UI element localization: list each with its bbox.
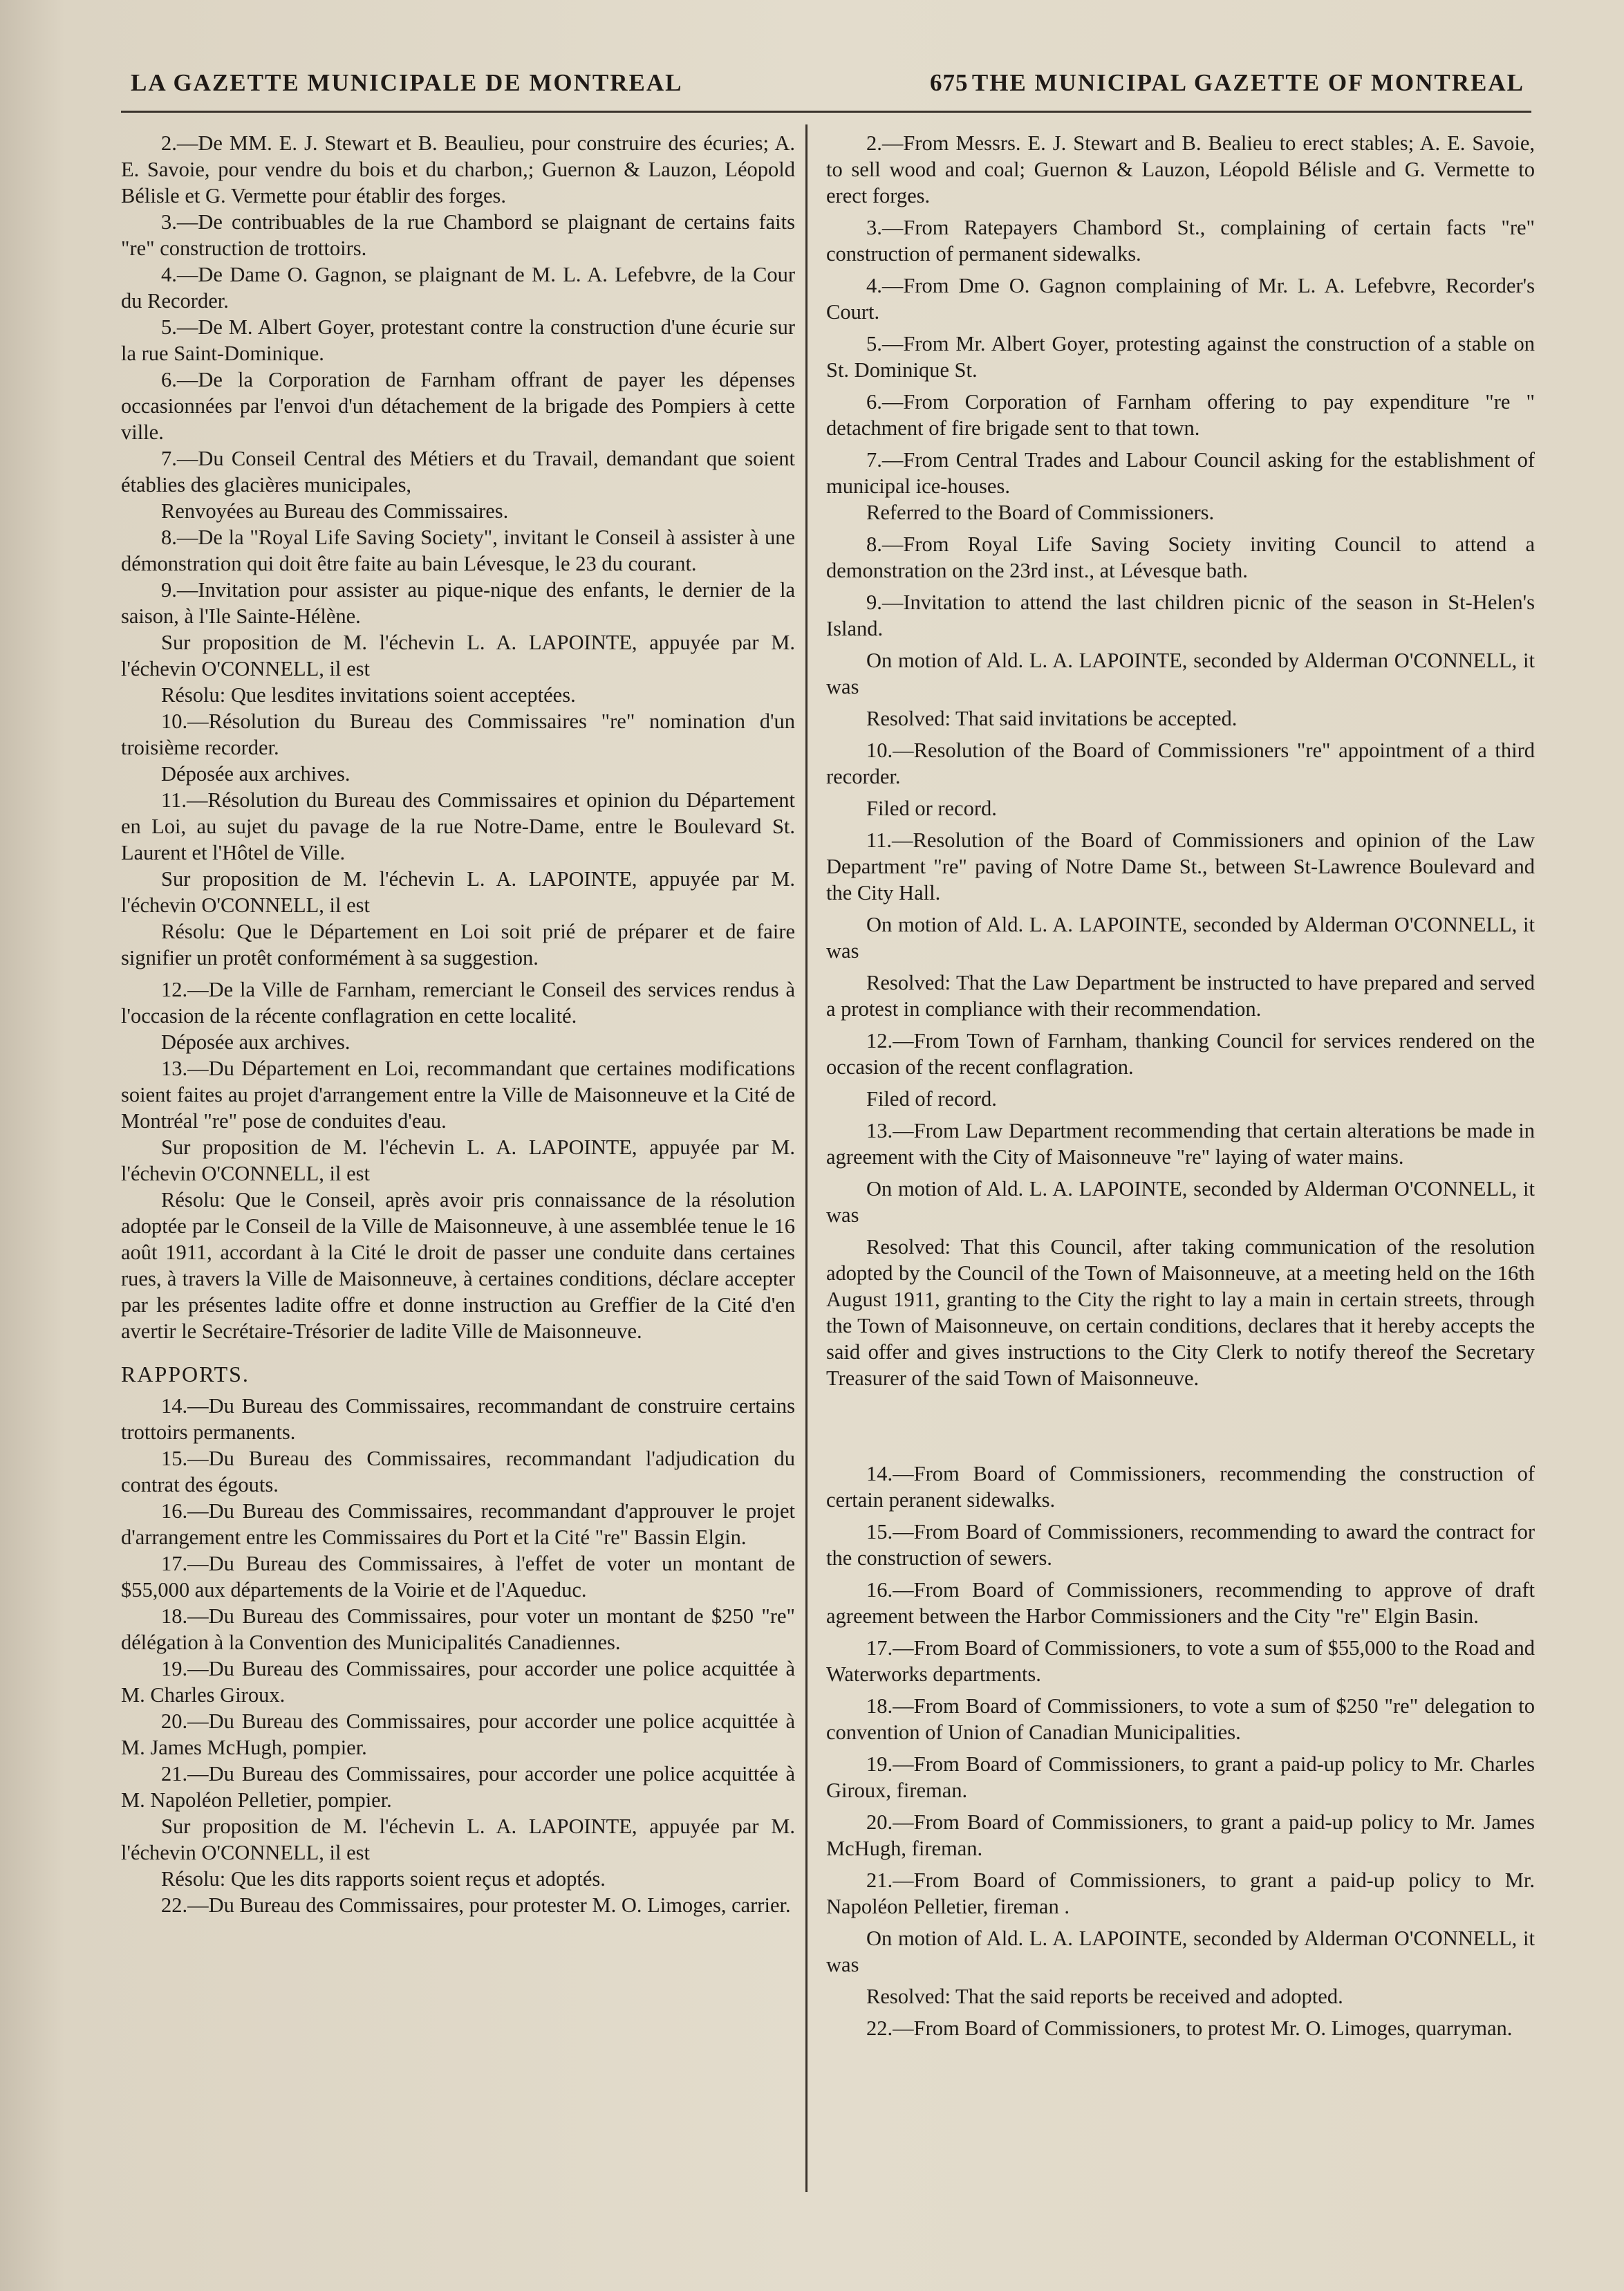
section-heading-rapports: RAPPORTS. xyxy=(121,1362,250,1386)
item-fr-18: 18.—Du Bureau des Commissaires, pour voter un montant de $250 "re" délégation à la Convention des Municipalités Canadiennes. xyxy=(121,1604,795,1654)
item-en-19: 19.—From Board of Commissioners, to grant a paid-up policy to Mr. Charles Giroux, fireman. xyxy=(826,1752,1535,1802)
item-en-7: 7.—From Central Trades and Labour Council asking for the establishment of municipal ice-houses. xyxy=(826,448,1535,498)
item-fr-3: 3.—De contribuables de la rue Chambord se plaignant de certains faits "re" construction de trottoirs. xyxy=(121,210,795,260)
filed-en-1: Filed or record. xyxy=(866,797,997,820)
item-en-12: 12.—From Town of Farnham, thanking Council for services rendered on the occasion of the recent conflagration. xyxy=(826,1029,1535,1079)
referral-en: Referred to the Board of Commissioners. xyxy=(866,501,1215,524)
filed-fr-2: Déposée aux archives. xyxy=(161,1030,351,1054)
item-fr-9: 9.—Invitation pour assister au pique-nique des enfants, le dernier de la saison, à l'Ile Sainte-Hélène. xyxy=(121,578,795,628)
motion-en-2: On motion of Ald. L. A. LAPOINTE, seconded by Alderman O'CONNELL, it was xyxy=(826,913,1535,963)
item-en-8: 8.—From Royal Life Saving Society inviting Council to attend a demonstration on the 23rd inst., at Lévesque bath. xyxy=(826,532,1535,582)
item-en-18: 18.—From Board of Commissioners, to vote a sum of $250 "re" delegation to convention of Union of Canadian Municipalities. xyxy=(826,1694,1535,1744)
resolution-en-1: Resolved: That said invitations be accepted. xyxy=(866,707,1238,730)
item-fr-11: 11.—Résolution du Bureau des Commissaires et opinion du Département en Loi, au sujet du pavage de la rue Notre-Dame, entre le Boulevard St. Laurent et l'Hôtel de Ville. xyxy=(121,788,795,864)
header-rule xyxy=(121,111,1531,113)
item-fr-17: 17.—Du Bureau des Commissaires, à l'effet de voter un montant de $55,000 aux départements de la Voirie et de l'Aqueduc. xyxy=(121,1552,795,1602)
resolution-en-4: Resolved: That the said reports be received and adopted. xyxy=(866,1985,1343,2008)
header-title-english: THE MUNICIPAL GAZETTE OF MONTREAL xyxy=(971,69,1524,96)
motion-fr-4: Sur proposition de M. l'échevin L. A. LAPOINTE, appuyée par M. l'échevin O'CONNELL, il est xyxy=(121,1815,795,1864)
item-en-15: 15.—From Board of Commissioners, recommending to award the contract for the construction of sewers. xyxy=(826,1520,1535,1570)
motion-en-3: On motion of Ald. L. A. LAPOINTE, seconded by Alderman O'CONNELL, it was xyxy=(826,1177,1535,1227)
english-column xyxy=(826,130,1535,2041)
resolution-fr-2: Résolu: Que le Département en Loi soit prié de préparer et de faire signifier un protêt conformément à sa suggestion. xyxy=(121,920,795,970)
french-column xyxy=(121,130,795,1918)
item-fr-15: 15.—Du Bureau des Commissaires, recommandant l'adjudication du contrat des égouts. xyxy=(121,1447,795,1496)
resolution-fr-4: Résolu: Que les dits rapports soient reçus et adoptés. xyxy=(161,1867,606,1891)
item-fr-19: 19.—Du Bureau des Commissaires, pour accorder une police acquittée à M. Charles Giroux. xyxy=(121,1657,795,1707)
item-fr-12: 12.—De la Ville de Farnham, remerciant le Conseil des services rendus à l'occasion de la récente conflagration en cette localité. xyxy=(121,978,795,1028)
motion-fr-3: Sur proposition de M. l'échevin L. A. LAPOINTE, appuyée par M. l'échevin O'CONNELL, il est xyxy=(121,1135,795,1185)
item-fr-5: 5.—De M. Albert Goyer, protestant contre la construction d'une écurie sur la rue Saint-Dominique. xyxy=(121,315,795,365)
item-en-6: 6.—From Corporation of Farnham offering to pay expenditure "re " detachment of fire brigade sent to that town. xyxy=(826,390,1535,440)
item-en-9: 9.—Invitation to attend the last children picnic of the season in St-Helen's Island. xyxy=(826,591,1535,640)
resolution-en-2: Resolved: That the Law Department be instructed to have prepared and served a protest in compliance with their recommendation. xyxy=(826,971,1535,1021)
item-en-16: 16.—From Board of Commissioners, recommending to approve of draft agreement between the Harbor Commissioners and the City "re" Elgin Basin. xyxy=(826,1578,1535,1628)
item-en-22: 22.—From Board of Commissioners, to protest Mr. O. Limoges, quarryman. xyxy=(866,2016,1513,2040)
filed-en-2: Filed of record. xyxy=(866,1087,997,1111)
item-en-4: 4.—From Dme O. Gagnon complaining of Mr. L. A. Lefebvre, Recorder's Court. xyxy=(826,274,1535,324)
item-fr-13: 13.—Du Département en Loi, recommandant que certaines modifications soient faites au projet d'arrangement entre la Ville de Maisonneuve et la Cité de Montréal "re" pose de conduites d'eau. xyxy=(121,1057,795,1133)
item-fr-6: 6.—De la Corporation de Farnham offrant de payer les dépenses occasionnées par l'envoi d'un détachement de la brigade des Pompiers à cette ville. xyxy=(121,368,795,444)
item-fr-10: 10.—Résolution du Bureau des Commissaires "re" nomination d'un troisième recorder. xyxy=(121,709,795,759)
item-en-5: 5.—From Mr. Albert Goyer, protesting against the construction of a stable on St. Dominique St. xyxy=(826,332,1535,382)
item-fr-14: 14.—Du Bureau des Commissaires, recommandant de construire certains trottoirs permanents. xyxy=(121,1394,795,1444)
item-en-21: 21.—From Board of Commissioners, to grant a paid-up policy to Mr. Napoléon Pelletier, fireman . xyxy=(826,1868,1535,1918)
page-number: 675 xyxy=(930,69,969,96)
item-fr-8: 8.—De la "Royal Life Saving Society", invitant le Conseil à assister à une démonstration qui doit être faite au bain Lévesque, le 23 du courant. xyxy=(121,526,795,575)
motion-fr-2: Sur proposition de M. l'échevin L. A. LAPOINTE, appuyée par M. l'échevin O'CONNELL, il est xyxy=(121,867,795,917)
item-en-10: 10.—Resolution of the Board of Commissioners "re" appointment of a third recorder. xyxy=(826,739,1535,788)
item-fr-4: 4.—De Dame O. Gagnon, se plaignant de M. L. A. Lefebvre, de la Cour du Recorder. xyxy=(121,263,795,313)
resolution-fr-1: Résolu: Que lesdites invitations soient acceptées. xyxy=(161,683,576,707)
item-fr-20: 20.—Du Bureau des Commissaires, pour accorder une police acquittée à M. James McHugh, pompier. xyxy=(121,1709,795,1759)
column-divider xyxy=(805,124,808,2192)
motion-en-1: On motion of Ald. L. A. LAPOINTE, seconded by Alderman O'CONNELL, it was xyxy=(826,649,1535,698)
item-en-13: 13.—From Law Department recommending that certain alterations be made in agreement with the City of Maisonneuve "re" laying of water mains. xyxy=(826,1119,1535,1169)
resolution-en-3: Resolved: That this Council, after taking communication of the resolution adopted by the Council of the Town of Maisonneuve, at a meeting held on the 16th August 1911, granting to the City the right to lay a main in certain streets, through the Town of Maisonneuve, on certain conditions, declares that it hereby accepts the said offer and gives instructions to the City Clerk to notify thereof the Secretary Treasurer of the said Town of Maisonneuve. xyxy=(826,1235,1535,1390)
item-fr-7: 7.—Du Conseil Central des Métiers et du Travail, demandant que soient établies des glacières municipales, xyxy=(121,447,795,497)
referral-fr: Renvoyées au Bureau des Commissaires. xyxy=(161,499,509,523)
item-fr-2: 2.—De MM. E. J. Stewart et B. Beaulieu, pour construire des écuries; A. E. Savoie, pour vendre du bois et du charbon,; Guernon & Lauzon, Léopold Bélisle et G. Vermette pour établir des forges. xyxy=(121,131,795,207)
item-fr-22: 22.—Du Bureau des Commissaires, pour protester M. O. Limoges, carrier. xyxy=(161,1893,791,1917)
item-en-20: 20.—From Board of Commissioners, to grant a paid-up policy to Mr. James McHugh, fireman. xyxy=(826,1810,1535,1860)
filed-fr-1: Déposée aux archives. xyxy=(161,762,351,786)
header-title-french: LA GAZETTE MUNICIPALE DE MONTREAL xyxy=(131,69,683,96)
motion-en-4: On motion of Ald. L. A. LAPOINTE, seconded by Alderman O'CONNELL, it was xyxy=(826,1927,1535,1976)
motion-fr-1: Sur proposition de M. l'échevin L. A. LAPOINTE, appuyée par M. l'échevin O'CONNELL, il est xyxy=(121,631,795,680)
item-en-2: 2.—From Messrs. E. J. Stewart and B. Bealieu to erect stables; A. E. Savoie, to sell wood and coal; Guernon & Lauzon, Léopold Bélisle and G. Vermette to erect forges. xyxy=(826,131,1535,207)
resolution-fr-3: Résolu: Que le Conseil, après avoir pris connaissance de la résolution adoptée par le Conseil de la Ville de Maisonneuve, à une assemblée tenue le 16 août 1911, accordant à la Cité le droit de passer une conduite dans certaines rues, à travers la Ville de Maisonneuve, à certaines conditions, déclare accepter par les présentes ladite offre et donne instruction au Greffier de la Cité d'en avertir le Secrétaire-Trésorier de ladite Ville de Maisonneuve. xyxy=(121,1188,795,1343)
item-en-17: 17.—From Board of Commissioners, to vote a sum of $55,000 to the Road and Waterworks departments. xyxy=(826,1636,1535,1686)
item-en-11: 11.—Resolution of the Board of Commissioners and opinion of the Law Department "re" paving of Notre Dame St., between St-Lawrence Boulevard and the City Hall. xyxy=(826,828,1535,905)
item-en-3: 3.—From Ratepayers Chambord St., complaining of certain facts "re" construction of permanent sidewalks. xyxy=(826,216,1535,266)
item-fr-16: 16.—Du Bureau des Commissaires, recommandant d'approuver le projet d'arrangement entre les Commissaires du Port et la Cité "re" Bassin Elgin. xyxy=(121,1499,795,1549)
item-en-14: 14.—From Board of Commissioners, recommending the construction of certain peranent sidewalks. xyxy=(826,1462,1535,1512)
item-fr-21: 21.—Du Bureau des Commissaires, pour accorder une police acquittée à M. Napoléon Pelletier, pompier. xyxy=(121,1762,795,1812)
page-header xyxy=(128,69,1524,108)
